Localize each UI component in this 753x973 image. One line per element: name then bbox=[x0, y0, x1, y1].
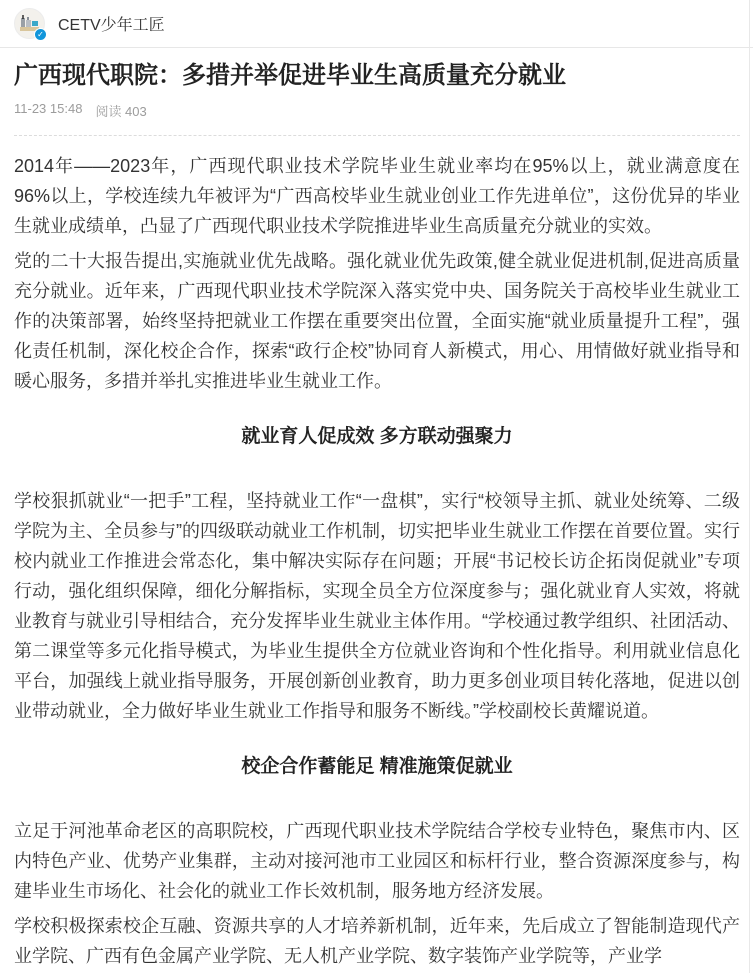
article-paragraph: 学校狠抓就业“一把手”工程，坚持就业工作“一盘棋”，实行“校领导主抓、就业处统筹、二级学院为主、全员参与”的四级联动就业工作机制，切实把毕业生就业工作摆在首要位置。实行校内就业工作推进会常态化，集中解决实际存在问题；开展“书记校长访企拓岗促就业”专项行动，强化组织保障，细化分解指标，实现全员全方位深度参与；强化就业育人实效，将就业教育与就业引导相结合，充分发挥毕业生就业主体作用。“学校通过教学组织、社团活动、第二课堂等多元化指导模式，为毕业生提供全方位就业咨询和个性化指导。利用就业信息化平台，加强线上就业指导服务，开展创新创业教育，助力更多创业项目转化落地，促进以创业带动就业，全力做好毕业生就业工作指导和服务不断线。”学校副校长黄耀说道。 bbox=[14, 491, 740, 722]
page-edge-scroll-track bbox=[749, 0, 750, 973]
article-paragraph: 党的二十大报告提出,实施就业优先战略。强化就业优先政策,健全就业促进机制,促进高质量充分就业。近年来，广西现代职业技术学院深入落实党中央、国务院关于高校毕业生就业工作的决策部署，始终坚持把就业工作摆在重要突出位置，全面实施“就业质量提升工程”，强化责任机制，深化校企合作，探索“政行企校”协同育人新模式，用心、用情做好就业指导和暖心服务，多措并举扎实推进毕业生就业工作。 bbox=[14, 251, 740, 392]
account-avatar[interactable] bbox=[14, 8, 45, 39]
account-name[interactable]: CETV少年工匠 bbox=[58, 17, 165, 34]
article-paragraph: 2014年——2023年，广西现代职业技术学院毕业生就业率均在95%以上，就业满意度在96%以上，学校连续九年被评为“广西高校毕业生就业创业工作先进单位”，这份优异的毕业生就业成绩单，凸显了广西现代职业技术学院推进毕业生高质量充分就业的实效。 bbox=[14, 156, 740, 237]
article-body bbox=[0, 60, 753, 971]
publish-time: 11-23 15:48 bbox=[14, 101, 83, 117]
read-count: 阅读 403 bbox=[95, 104, 147, 120]
section-heading: 就业育人促成效 多方联动强聚力 bbox=[241, 426, 513, 448]
article-meta bbox=[14, 101, 740, 120]
account-header bbox=[0, 0, 753, 48]
verified-badge-icon: ✓ bbox=[34, 28, 47, 41]
article-title: 广西现代职院：多措并举促进毕业生高质量充分就业 bbox=[14, 62, 566, 89]
dashed-divider bbox=[14, 135, 740, 136]
article-paragraph: 学校积极探索校企互融、资源共享的人才培养新机制，近年来，先后成立了智能制造现代产业学院、广西有色金属产业学院、无人机产业学院、数字装饰产业学院等，产业学 bbox=[14, 916, 740, 967]
article-paragraph: 立足于河池革命老区的高职院校，广西现代职业技术学院结合学校专业特色，聚焦市内、区内特色产业、优势产业集群，主动对接河池市工业园区和标杆行业，整合资源深度参与，构建毕业生市场化、社会化的就业工作长效机制，服务地方经济发展。 bbox=[14, 821, 740, 902]
section-heading: 校企合作蓄能足 精准施策促就业 bbox=[241, 756, 513, 778]
